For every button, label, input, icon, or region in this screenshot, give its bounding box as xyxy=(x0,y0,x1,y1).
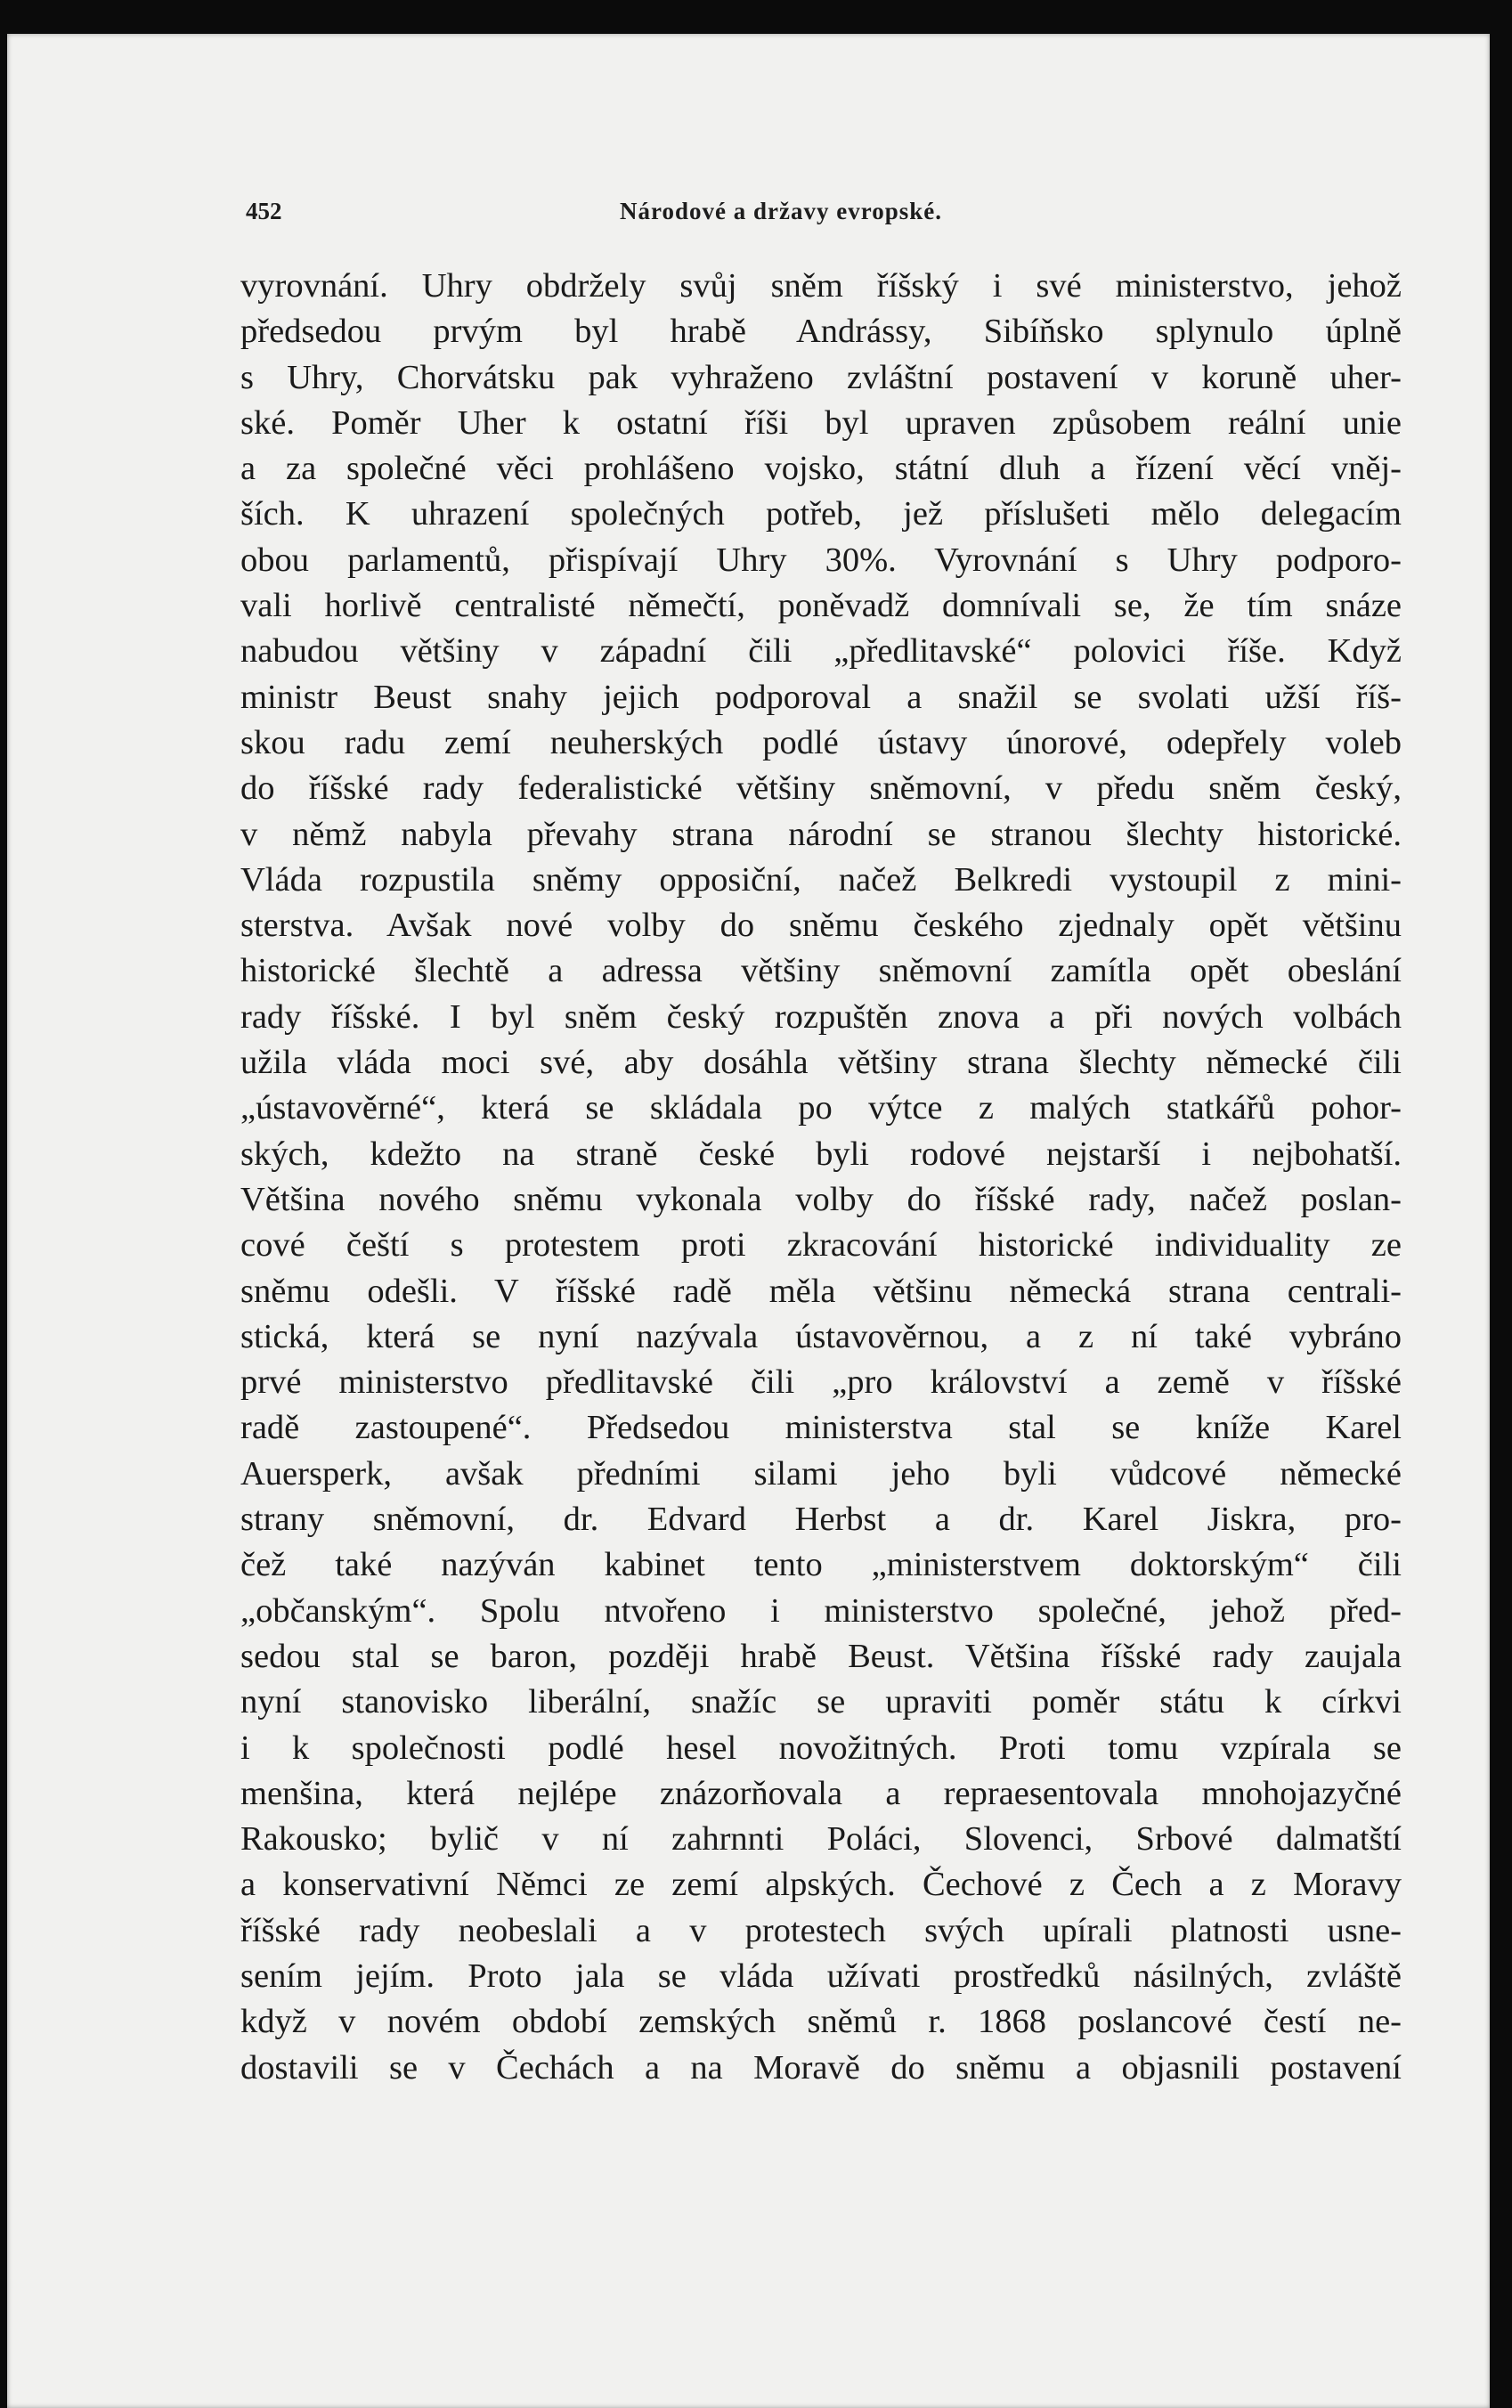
text-line: sterstva. Avšak nové volby do sněmu českého zjednaly opět většinu xyxy=(240,907,1402,945)
text-line: ské. Poměr Uher k ostatní říši byl upraven způsobem reální unie xyxy=(240,403,1402,442)
text-line: ských, kdežto na straně české byli rodové nejstarší i nejbohatší. xyxy=(240,1135,1402,1173)
text-line: historické šlechtě a adressa většiny sněmovní zamítla opět obeslání xyxy=(240,952,1402,990)
text-line: menšina, která nejlépe znázorňovala a repraesentovala mnohojazyčné xyxy=(240,1774,1402,1812)
text-line: a za společné věci prohlášeno vojsko, státní dluh a řízení věcí vněj- xyxy=(240,450,1402,488)
text-line: nyní stanovisko liberální, snažíc se upraviti poměr státu k církvi xyxy=(240,1683,1402,1721)
text-line: vali horlivě centralisté němečtí, poněvadž domnívali se, že tím snáze xyxy=(240,587,1402,625)
page-header xyxy=(242,191,1400,233)
text-line: stická, která se nyní nazývala ústavověrnou, a z ní také vybráno xyxy=(240,1317,1402,1355)
text-line: rady říšské. I byl sněm český rozpuštěn znova a při nových volbách xyxy=(240,997,1402,1036)
text-line: Auersperk, avšak předními silami jeho byli vůdcové německé xyxy=(240,1454,1402,1493)
text-line: „ústavověrné“, která se skládala po výtce z malých statkářů pohor- xyxy=(240,1089,1402,1127)
text-line: ministr Beust snahy jejich podporoval a snažil se svolati užší říš- xyxy=(240,678,1402,716)
text-line: předsedou prvým byl hrabě Andrássy, Sibíňsko splynulo úplně xyxy=(240,313,1402,351)
text-line: i k společnosti podlé hesel novožitných. Proti tomu vzpírala se xyxy=(240,1729,1402,1767)
text-line: Rakousko; bylič v ní zahrnnti Poláci, Slovenci, Srbové dalmatští xyxy=(240,1820,1402,1859)
text-line: skou radu zemí neuherských podlé ústavy únorové, odepřely voleb xyxy=(240,723,1402,761)
text-line: v němž nabyla převahy strana národní se stranou šlechty historické. xyxy=(240,815,1402,853)
text-line: Většina nového sněmu vykonala volby do říšské rady, načež poslan- xyxy=(240,1180,1402,1218)
text-line: s Uhry, Chorvátsku pak vyhraženo zvláštní postavení v koruně uher- xyxy=(240,358,1402,396)
body-text xyxy=(240,264,1402,2091)
text-line: Vláda rozpustila sněmy opposiční, načež Belkredi vystoupil z mini- xyxy=(240,860,1402,899)
text-line: říšské rady neobeslali a v protestech svých upírali platnosti usne- xyxy=(240,1911,1402,1949)
text-line: obou parlamentů, přispívají Uhry 30%. Vyrovnání s Uhry podporo- xyxy=(240,541,1402,579)
running-title: Národové a državy evropské. xyxy=(620,198,942,224)
text-line: čež také nazýván kabinet tento „ministerstvem doktorským“ čili xyxy=(240,1546,1402,1584)
text-line: cové čeští s protestem proti zkracování historické individuality ze xyxy=(240,1226,1402,1265)
text-line: prvé ministerstvo předlitavské čili „pro království a země v říšské xyxy=(240,1363,1402,1402)
text-line: sedou stal se baron, později hrabě Beust. Většina říšské rady zaujala xyxy=(240,1637,1402,1675)
text-line: vyrovnání. Uhry obdržely svůj sněm říšský i své ministerstvo, jehož xyxy=(240,267,1402,305)
text-line: „občanským“. Spolu ntvořeno i ministerstvo společné, jehož před- xyxy=(240,1591,1402,1630)
text-line: když v novém období zemských sněmů r. 1868 poslancové čestí ne- xyxy=(240,2003,1402,2041)
page-number: 452 xyxy=(246,198,282,224)
text-line: radě zastoupené“. Předsedou ministerstva stal se kníže Karel xyxy=(240,1409,1402,1447)
text-line: do říšské rady federalistické většiny sněmovní, v předu sněm český, xyxy=(240,769,1402,808)
text-line: sněmu odešli. V říšské radě měla většinu německá strana centrali- xyxy=(240,1272,1402,1310)
text-line: užila vláda moci své, aby dosáhla většiny strana šlechty německé čili xyxy=(240,1044,1402,1082)
text-line: dostavili se v Čechách a na Moravě do sněmu a objasnili postavení xyxy=(240,2048,1402,2087)
text-line: a konservativní Němci ze zemí alpských. Čechové z Čech a z Moravy xyxy=(240,1866,1402,1904)
text-line: nabudou většiny v západní čili „předlitavské“ polovici říše. Když xyxy=(240,632,1402,671)
text-line: strany sněmovní, dr. Edvard Herbst a dr. Karel Jiskra, pro- xyxy=(240,1501,1402,1539)
text-line: ších. K uhrazení společných potřeb, jež příslušeti mělo delegacím xyxy=(240,495,1402,533)
text-line: sením jejím. Proto jala se vláda užívati prostředků násilných, zvláště xyxy=(240,1956,1402,1995)
